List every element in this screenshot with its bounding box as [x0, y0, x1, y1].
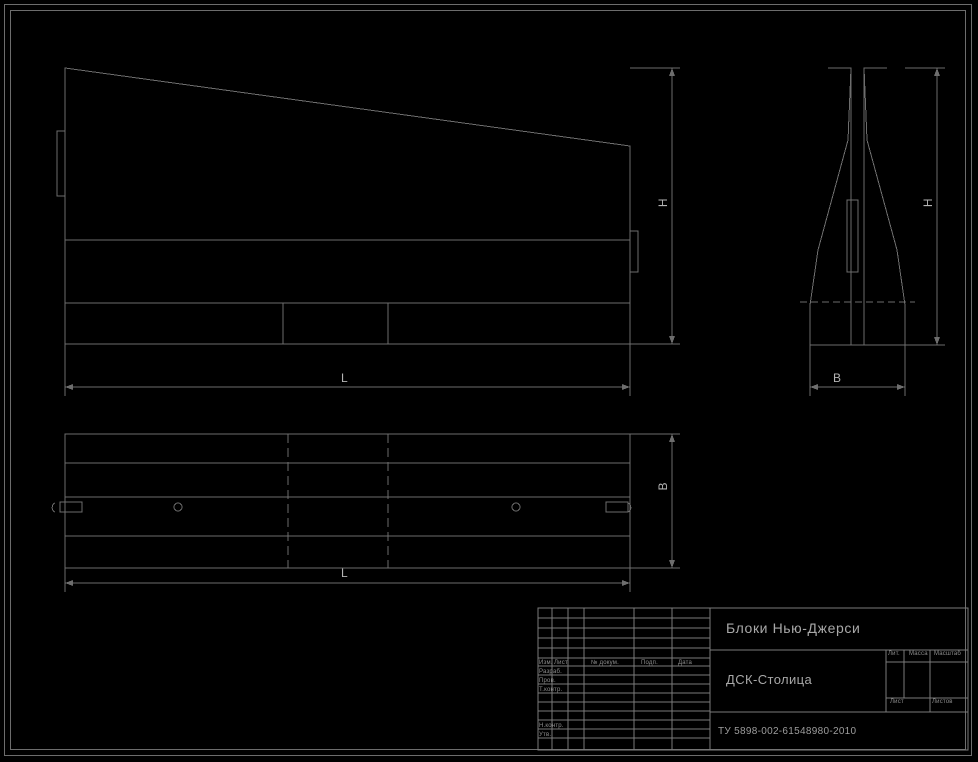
dimension-b-plan: [630, 434, 680, 568]
title-block-company: ДСК-Столица: [726, 672, 813, 687]
dimension-h-front: [630, 68, 680, 344]
title-block: [538, 608, 968, 750]
title-block-col-header-1: Лист: [554, 660, 568, 666]
title-block-col-header-0: Изм.: [539, 660, 553, 666]
title-block-row-label-3: Н.контр.: [539, 723, 564, 729]
title-block-stamp-footer-1: Листов: [932, 699, 953, 705]
title-block-col-header-4: Дата: [678, 660, 693, 666]
dimension-label-l-plan: L: [341, 566, 349, 580]
title-block-product-title: Блоки Нью-Джерси: [726, 620, 861, 636]
title-block-col-header-2: № докум.: [591, 660, 619, 666]
title-block-stamp-header-2: Масштаб: [934, 651, 962, 657]
dimension-label-b-side: B: [833, 371, 842, 385]
dimension-label-h-front: H: [656, 198, 670, 208]
dimension-label-b-plan: B: [656, 482, 670, 491]
title-block-row-label-1: Пров.: [539, 678, 556, 684]
side-section-view: [800, 68, 915, 345]
title-block-stamp-header-0: Лит.: [888, 651, 900, 657]
top-plan-view: [52, 434, 631, 568]
title-block-spec: ТУ 5898-002-61548980-2010: [718, 726, 857, 737]
title-block-col-header-3: Подп.: [641, 660, 658, 666]
title-block-stamp-footer-0: Лист: [890, 699, 904, 705]
dimension-label-h-side: H: [921, 198, 935, 208]
title-block-row-label-2: Т.контр.: [539, 687, 563, 693]
front-elevation-view: [57, 68, 638, 344]
dimension-label-l-front: L: [341, 371, 349, 385]
dimension-l-front: [65, 344, 630, 396]
title-block-row-label-0: Разраб.: [539, 669, 563, 675]
title-block-row-label-4: Утв.: [539, 732, 552, 738]
title-block-stamp-header-1: Масса: [909, 651, 928, 657]
dimension-b-side: [810, 345, 905, 396]
